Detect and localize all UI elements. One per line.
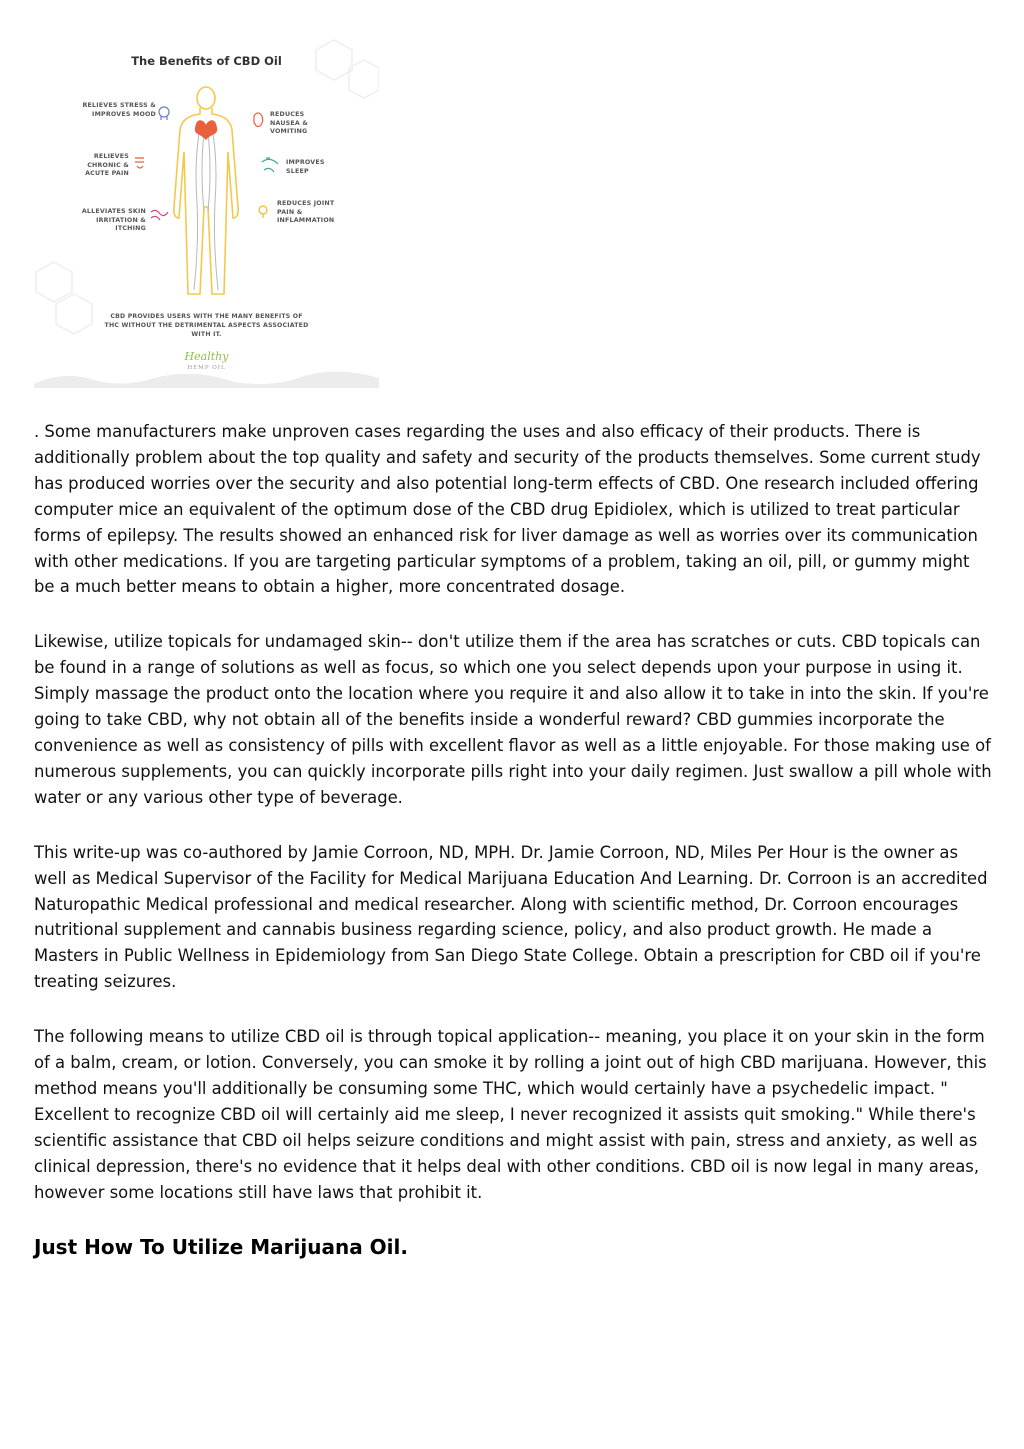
cbd-benefits-infographic [34, 32, 379, 388]
benefit-label-sleep: IMPROVES SLEEP [286, 159, 325, 175]
pain-icon [135, 158, 144, 168]
head-icon [159, 107, 169, 120]
wave-decoration [34, 371, 379, 388]
infographic-caption: CBD PROVIDES USERS WITH THE MANY BENEFITS OF THC WITHOUT THE DETRIMENTAL ASPECTS ASSOCIATED WITH IT. [104, 313, 309, 338]
benefit-label-stress: RELIEVES STRESS & IMPROVES MOOD [82, 102, 156, 118]
section-heading: Just How To Utilize Marijuana Oil. [34, 1235, 408, 1260]
article-body [34, 419, 992, 1260]
article-paragraph: The following means to utilize CBD oil is through topical application-- meaning, you place it on your skin in the form of a balm, cream, or lotion. Conversely, you can smoke it by rolling a joint out of high CBD marijuana. However, this method means you'll additionally be consuming some THC, which would certainly have a psychedelic impact. " Excellent to recognize CBD oil will certainly aid me sleep, I never recognized it assists quit smoking." While there's scientific assistance that CBD oil helps seizure conditions and might assist with pain, stress and anxiety, as well as clinical depression, there's no evidence that it helps deal with other conditions. CBD oil is now legal in many areas, however some locations still have laws that prohibit it. [34, 1027, 987, 1202]
infographic-title: The Benefits of CBD Oil [131, 54, 282, 68]
body-outline [174, 87, 238, 294]
benefit-label-nausea: REDUCES NAUSEA & VOMITING [270, 111, 309, 136]
stomach-icon [254, 113, 263, 127]
benefit-icons [135, 107, 278, 220]
sleep-icon [262, 158, 278, 172]
brand-logo: Healthy [184, 350, 229, 363]
article-paragraph: . Some manufacturers make unproven cases regarding the uses and also efficacy of their products. There is additionally problem about the top quality and safety and security of the products themselves. Some current study has produced worries over the security and also potential long-term effects of CBD. One research included offering computer mice an equivalent of the optimum dose of the CBD drug Epidiolex, which is utilized to treat particular forms of epilepsy. The results showed an enhanced risk for liver damage as well as worries over its communication with other medications. If you are targeting particular symptoms of a problem, taking an oil, pill, or gummy might be a much better means to obtain a higher, more concentrated dosage. [34, 422, 981, 597]
benefit-label-joint: REDUCES JOINT PAIN & INFLAMMATION [277, 200, 335, 225]
skin-icon [151, 210, 168, 220]
joint-icon [259, 206, 267, 218]
brand-logo-subtitle: HEMP OIL [187, 365, 226, 371]
article-paragraph: This write-up was co-authored by Jamie Corroon, ND, MPH. Dr. Jamie Corroon, ND, Miles Per Hour is the owner as well as Medical Supervisor of the Facility for Medical Marijuana Education And Learning. Dr. Corroon is an accredited Naturopathic Medical professional and medical researcher. Along with scientific method, Dr. Corroon encourages nutritional supplement and cannabis business regarding science, policy, and also product growth. He made a Masters in Public Wellness in Epidemiology from San Diego State College. Obtain a prescription for CBD oil if you're treating seizures. [34, 842, 988, 992]
benefit-label-pain: RELIEVES CHRONIC & ACUTE PAIN [85, 153, 129, 178]
benefit-label-skin: ALLEVIATES SKIN IRRITATION & ITCHING [81, 208, 146, 233]
hexagon-pattern [36, 40, 379, 334]
vessels [194, 127, 218, 290]
article-paragraph: Likewise, utilize topicals for undamaged skin-- don't utilize them if the area has scratches or cuts. CBD topicals can be found in a range of solutions as well as focus, so which one you select depends upon your purpose in using it. Simply massage the product onto the location where you require it and also allow it to take in into the skin. If you're going to take CBD, why not obtain all of the benefits inside a wonderful reward? CBD gummies incorporate the convenience as well as consistency of pills with excellent flavor as well as a little enjoyable. For those making use of numerous supplements, you can quickly incorporate pills right into your daily regimen. Just swallow a pill whole with water or any various other type of beverage. [34, 632, 992, 807]
